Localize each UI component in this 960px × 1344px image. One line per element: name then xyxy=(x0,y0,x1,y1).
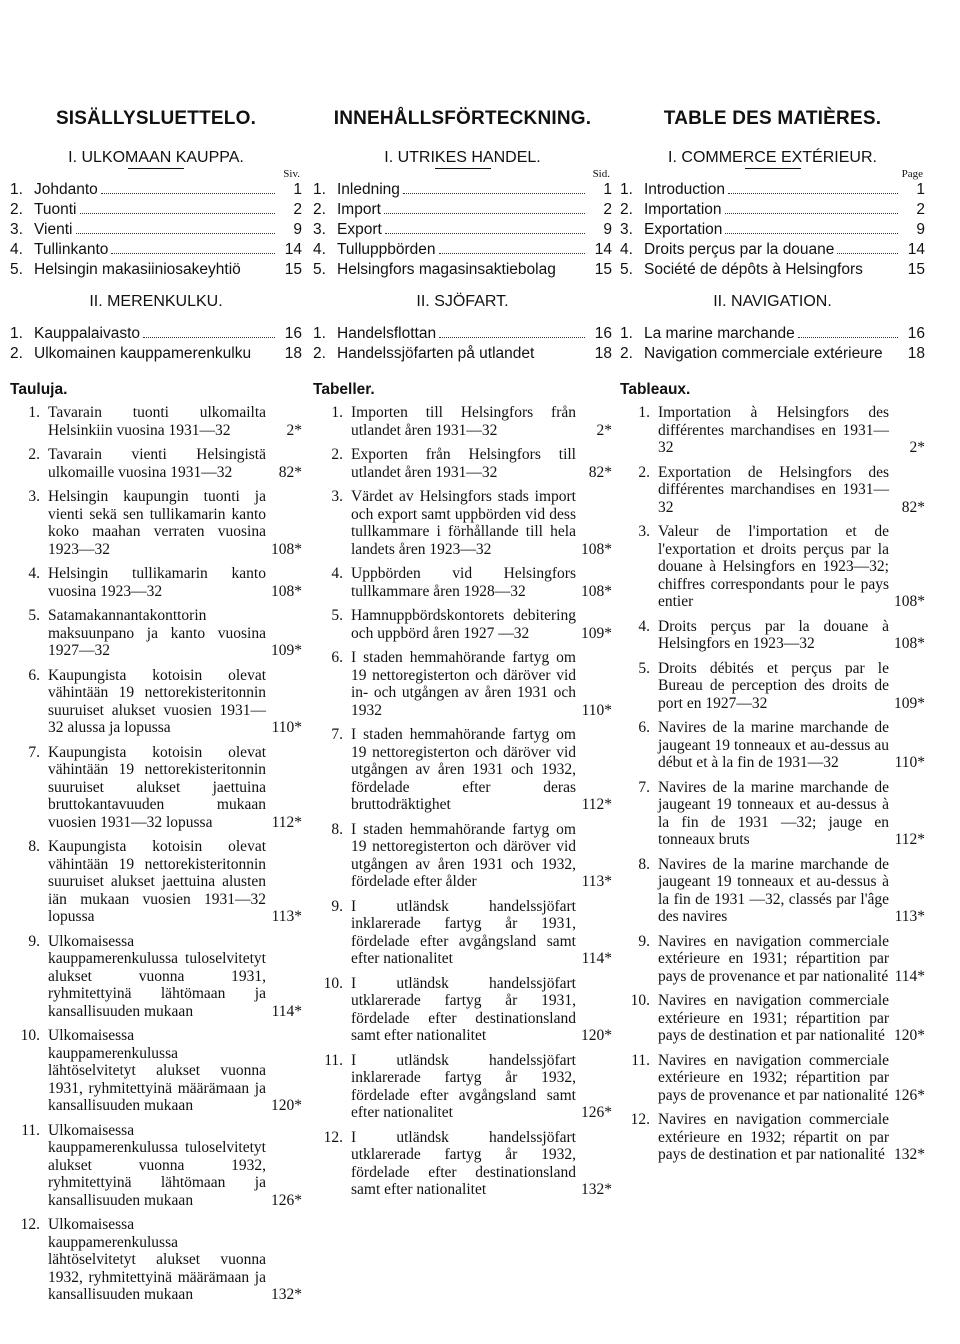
entry-page: 2 xyxy=(603,201,612,218)
entry-number: 1. xyxy=(620,181,633,198)
table-description: Ulkomaisessa kauppamerenkulussa tuloselvitetyt alukset vuonna 1931, ryhmitettyinä lähtömaan ja kansallisuuden mukaan xyxy=(48,932,266,1020)
dot-leader xyxy=(798,324,898,338)
table-description: Tavarain vienti Helsingistä ulkomaille vuosina 1931—32 xyxy=(48,446,266,481)
entry-page: 18 xyxy=(907,345,925,362)
entry-page: 15 xyxy=(907,261,925,278)
table-page: 126* xyxy=(271,1191,302,1209)
table-number: 1. xyxy=(331,404,343,421)
table-page: 108* xyxy=(581,582,612,600)
entry-text xyxy=(337,240,588,260)
entry-text xyxy=(644,260,901,280)
table-number: 4. xyxy=(28,565,40,582)
table-page: 110* xyxy=(581,701,612,719)
entry-label: Helsingin makasiiniosakeyhtiö xyxy=(34,261,241,278)
dot-leader xyxy=(143,324,275,338)
table-entry xyxy=(313,1052,612,1122)
entry-label: Droits perçus par la douane xyxy=(644,241,835,258)
table-entry xyxy=(313,975,612,1045)
table-entry xyxy=(313,565,612,600)
entry-number: 2. xyxy=(10,201,23,218)
entry-text xyxy=(644,220,901,240)
table-description: I staden hemmahörande fartyg om 19 nettoregisterton och däröver vid utgången av åren 1931 och 1932, fördelade efter ålder xyxy=(351,820,576,890)
entry-page: 9 xyxy=(293,221,302,238)
entry-text xyxy=(337,200,588,220)
table-page: 113* xyxy=(894,908,925,925)
table-page: 82* xyxy=(901,498,925,516)
table-description: Satamakannantakonttorin maksuunpano ja kanto vuosina 1927—32 xyxy=(48,607,266,659)
entry-label: Handelsflottan xyxy=(337,325,437,342)
table-number: 9. xyxy=(638,932,650,950)
table-page: 2* xyxy=(286,421,302,439)
entry-label: Handelssjöfarten på utlandet xyxy=(337,345,535,362)
dot-leader xyxy=(728,180,898,194)
table-description: Ulkomaisessa kauppamerenkulussa tuloselvitetyt alukset vuonna 1932, ryhmitettyinä lähtömaan ja kansallisuuden mukaan xyxy=(48,1121,266,1209)
table-page: 113* xyxy=(271,908,302,925)
entry-text xyxy=(644,344,901,364)
table-entry xyxy=(620,618,925,653)
table-page: 120* xyxy=(271,1097,302,1114)
dot-leader xyxy=(101,180,275,194)
entry-text xyxy=(337,344,588,364)
table-entry xyxy=(10,1216,302,1304)
entry-label: Kauppalaivasto xyxy=(34,325,140,342)
table-number: 8. xyxy=(638,855,650,873)
table-description: Navires en navigation commerciale extérieure en 1932; répartition par pays de provenance et par nationalité xyxy=(658,1051,889,1104)
entry-text xyxy=(337,220,588,240)
entry-number: 2. xyxy=(10,345,23,362)
table-page: 109* xyxy=(581,624,612,642)
table-number: 11. xyxy=(324,1051,343,1069)
table-description: Navires de la marine marchande de jaugeant 19 tonneaux et au-dessus au début et à la fin de 1931—32 xyxy=(658,719,889,771)
table-number: 1. xyxy=(638,404,650,421)
table-entry xyxy=(10,1027,302,1115)
table-page: 82* xyxy=(278,463,302,481)
table-description: Navires en navigation commerciale extérieure en 1931; répartition par pays de destination et par nationalité xyxy=(658,992,889,1044)
dot-leader xyxy=(837,240,898,254)
toc-entry xyxy=(313,324,612,344)
table-number: 2. xyxy=(331,446,343,463)
table-description: Exporten från Helsingfors till utlandet åren 1931—32 xyxy=(351,446,576,481)
table-number: 5. xyxy=(638,659,650,677)
heading-rule xyxy=(745,168,801,169)
table-page: 120* xyxy=(581,1027,612,1044)
entry-label: Société de dépôts à Helsingfors xyxy=(644,261,863,278)
table-number: 3. xyxy=(331,488,343,505)
section-heading-text: II. SJÖFART. xyxy=(416,293,509,310)
table-description: I utländsk handelssjöfart utklarerade fartyg år 1931, fördelade efter destinationsland samt efter nationalitet xyxy=(351,974,576,1044)
toc-entry xyxy=(313,260,612,280)
toc-entry xyxy=(10,240,302,260)
table-description: Navires en navigation commerciale extérieure en 1932; répartit on par pays de destination et par nationalité xyxy=(658,1111,889,1163)
entry-label: Vienti xyxy=(34,221,73,238)
entry-page: 14 xyxy=(284,241,302,258)
dot-leader xyxy=(725,200,898,214)
table-entry xyxy=(620,1111,925,1164)
table-number: 3. xyxy=(28,488,40,505)
table-entry xyxy=(620,933,925,986)
entry-text xyxy=(337,180,588,200)
toc-entry xyxy=(10,344,302,364)
table-description: I utländsk handelssjöfart utklarerade fartyg år 1932, fördelade efter destinationsland samt efter nationalitet xyxy=(351,1128,576,1198)
dot-leader xyxy=(439,240,585,254)
toc-entry xyxy=(10,200,302,220)
table-page: 108* xyxy=(581,540,612,558)
table-page: 82* xyxy=(588,463,612,481)
entry-text xyxy=(34,220,278,240)
entry-page: 16 xyxy=(594,325,612,342)
entry-page: 14 xyxy=(594,241,612,258)
entry-page: 1 xyxy=(603,181,612,198)
entry-page: 2 xyxy=(916,201,925,218)
entry-page: 14 xyxy=(907,241,925,258)
toc-entry xyxy=(313,344,612,364)
swedish-column xyxy=(313,108,612,1206)
table-number: 10. xyxy=(20,1027,40,1044)
table-number: 3. xyxy=(638,523,650,540)
dot-leader xyxy=(439,324,585,338)
entry-text xyxy=(34,200,278,220)
table-entry xyxy=(10,404,302,439)
entry-label: La marine marchande xyxy=(644,325,795,342)
entry-text xyxy=(34,344,278,364)
table-page: 120* xyxy=(894,1027,925,1044)
section-heading xyxy=(313,148,612,168)
table-description: I staden hemmahörande fartyg om 19 nettoregisterton och däröver vid in- och utgången av åren 1931 och 1932 xyxy=(351,649,576,719)
entry-text xyxy=(337,324,588,344)
toc-entry xyxy=(620,200,925,220)
heading-rule xyxy=(128,168,184,169)
page-column-label: Siv. xyxy=(283,168,300,180)
table-entry xyxy=(10,446,302,481)
table-entry xyxy=(10,607,302,660)
entry-page: 9 xyxy=(603,221,612,238)
table-entry xyxy=(10,838,302,926)
toc-entry xyxy=(313,180,612,200)
entry-text xyxy=(34,180,278,200)
table-entry xyxy=(620,779,925,849)
entry-label: Introduction xyxy=(644,181,725,198)
table-description: Uppbörden vid Helsingfors tullkammare åren 1928—32 xyxy=(351,565,576,600)
table-page: 132* xyxy=(581,1181,612,1198)
entry-text xyxy=(337,260,588,280)
dot-leader xyxy=(80,200,275,214)
table-page: 108* xyxy=(271,540,302,558)
table-number: 6. xyxy=(28,666,40,684)
table-entry xyxy=(620,1052,925,1105)
table-page: 109* xyxy=(271,642,302,659)
tables-title: Tauluja. xyxy=(10,381,68,398)
entry-label: Export xyxy=(337,221,382,238)
table-description: Droits débités et perçus par le Bureau de perception des droits de port en 1927—32 xyxy=(658,659,889,712)
dot-leader xyxy=(725,220,898,234)
table-description: Navires en navigation commerciale extérieure en 1931; répartition par pays de provenance et par nationalité xyxy=(658,932,889,985)
table-description: Tavarain tuonti ulkomailta Helsinkiin vuosina 1931—32 xyxy=(48,404,266,439)
toc-entry xyxy=(10,180,302,200)
column-title: TABLE DES MATIÈRES. xyxy=(663,108,882,129)
french-column xyxy=(620,108,925,1171)
table-entry xyxy=(10,1122,302,1210)
table-page: 108* xyxy=(894,593,925,610)
table-description: Navires de la marine marchande de jaugeant 19 tonneaux et au-dessus à la fin de 1931 —32; jauge en tonneaux bruts xyxy=(658,778,889,848)
table-entry xyxy=(313,488,612,558)
toc-entry xyxy=(620,324,925,344)
table-entry xyxy=(313,649,612,719)
table-page: 113* xyxy=(581,873,612,890)
section-heading xyxy=(313,292,612,312)
table-number: 6. xyxy=(331,649,343,666)
entry-label: Navigation commerciale extérieure xyxy=(644,345,883,362)
section-heading xyxy=(620,148,925,168)
entry-number: 1. xyxy=(313,325,326,342)
table-number: 12. xyxy=(630,1111,650,1128)
entry-text xyxy=(644,240,901,260)
table-page: 110* xyxy=(271,719,302,736)
table-number: 7. xyxy=(638,778,650,796)
table-number: 12. xyxy=(323,1128,343,1146)
table-number: 2. xyxy=(28,446,40,463)
table-entry xyxy=(313,404,612,439)
entry-label: Johdanto xyxy=(34,181,98,198)
table-number: 8. xyxy=(331,820,343,838)
entry-label: Tulluppbörden xyxy=(337,241,436,258)
entry-page: 16 xyxy=(907,325,925,342)
section-heading xyxy=(620,292,925,312)
table-description: Helsingin tullikamarin kanto vuosina 1923—32 xyxy=(48,565,266,600)
table-description: Valeur de l'importation et de l'exportation et droits perçus par la douane à Helsingfors en 1923—32; chiffres correspondants pour le pays entier xyxy=(658,523,889,610)
section-heading-text: I. COMMERCE EXTÉRIEUR. xyxy=(668,149,877,166)
entry-page: 18 xyxy=(284,345,302,362)
spacer xyxy=(10,312,302,324)
column-title: INNEHÅLLSFÖRTECKNING. xyxy=(333,108,592,129)
table-description: Navires de la marine marchande de jaugeant 19 tonneaux et au-dessus à la fin de 1931 —32, classés par l'âge des navires xyxy=(658,855,889,925)
table-description: Kaupungista kotoisin olevat vähintään 19 nettorekisteritonnin suuruiset alukset jaettuina bruttokantavuuden mukaan vuosien 1931—32 lopussa xyxy=(48,743,266,831)
entry-number: 1. xyxy=(313,181,326,198)
entry-number: 2. xyxy=(313,345,326,362)
section-heading-text: II. MERENKULKU. xyxy=(89,293,223,310)
dot-leader xyxy=(385,220,585,234)
section-heading-text: II. NAVIGATION. xyxy=(713,293,832,310)
table-page: 126* xyxy=(894,1086,925,1104)
table-entry xyxy=(313,821,612,891)
entry-text xyxy=(34,260,278,280)
toc-entry xyxy=(10,220,302,240)
spacer xyxy=(620,312,925,324)
table-number: 2. xyxy=(638,463,650,481)
entry-text xyxy=(644,180,901,200)
table-page: 114* xyxy=(271,1002,302,1020)
table-number: 10. xyxy=(630,992,650,1009)
table-description: I staden hemmahörande fartyg om 19 nettoregisterton och däröver vid utgången av åren 1931 och 1932, fördelade efter deras bruttodräktighet xyxy=(351,726,576,813)
column-title: SISÄLLYSLUETTELO. xyxy=(55,108,257,129)
table-page: 114* xyxy=(894,967,925,985)
table-description: Helsingin kaupungin tuonti ja vienti sekä sen tullikamarin kanto koko maahan verraten vuosina 1923—32 xyxy=(48,488,266,558)
entry-label: Import xyxy=(337,201,381,218)
table-description: Värdet av Helsingfors stads import och export samt uppbörden vid dess tullkammare i förhållande till hela landets åren 1923—32 xyxy=(351,488,576,558)
table-entry xyxy=(313,607,612,642)
entry-number: 2. xyxy=(313,201,326,218)
entry-page: 9 xyxy=(916,221,925,238)
table-page: 2* xyxy=(596,421,612,439)
entry-number: 3. xyxy=(10,221,23,238)
table-entry xyxy=(620,719,925,772)
table-entry xyxy=(620,523,925,611)
entry-number: 1. xyxy=(10,181,23,198)
table-page: 112* xyxy=(271,813,302,831)
table-entry xyxy=(620,660,925,713)
entry-label: Ulkomainen kauppamerenkulku xyxy=(34,345,252,362)
table-entry xyxy=(313,898,612,968)
table-entry xyxy=(10,744,302,832)
table-entry xyxy=(10,933,302,1021)
dot-leader xyxy=(111,240,275,254)
table-entry xyxy=(620,464,925,517)
entry-number: 5. xyxy=(10,261,23,278)
table-number: 11. xyxy=(631,1051,650,1069)
entry-text xyxy=(644,200,901,220)
entry-page: 16 xyxy=(284,325,302,342)
entry-number: 2. xyxy=(620,345,633,362)
spacer xyxy=(313,312,612,324)
table-number: 9. xyxy=(28,932,40,950)
toc-entry xyxy=(313,240,612,260)
table-page: 2* xyxy=(909,439,925,456)
table-description: Importation à Helsingfors des différentes marchandises en 1931—32 xyxy=(658,404,889,456)
entry-number: 1. xyxy=(620,325,633,342)
table-description: Kaupungista kotoisin olevat vähintään 19 nettorekisteritonnin suuruiset alukset jaettuina alusten iän mukaan vuosien 1931—32 lopussa xyxy=(48,838,266,925)
tables-title: Tableaux. xyxy=(620,381,691,398)
finnish-column xyxy=(10,108,302,1311)
table-entry xyxy=(620,856,925,926)
table-entry xyxy=(620,992,925,1045)
heading-rule xyxy=(435,168,491,169)
table-page: 132* xyxy=(894,1146,925,1163)
entry-text xyxy=(34,324,278,344)
table-number: 10. xyxy=(323,974,343,992)
section-heading-text: I. UTRIKES HANDEL. xyxy=(384,149,541,166)
table-number: 12. xyxy=(20,1216,40,1233)
entry-page: 2 xyxy=(293,201,302,218)
section-heading xyxy=(10,292,302,312)
table-number: 5. xyxy=(331,607,343,624)
entry-number: 5. xyxy=(313,261,326,278)
table-page: 109* xyxy=(894,694,925,712)
toc-entry xyxy=(313,220,612,240)
table-page: 108* xyxy=(271,582,302,600)
entry-page: 15 xyxy=(284,261,302,278)
table-number: 11. xyxy=(21,1121,40,1139)
page-column-label: Sid. xyxy=(592,168,610,180)
table-description: Ulkomaisessa kauppamerenkulussa lähtöselvitetyt alukset vuonna 1931, ryhmitettyinä määrämaan ja kansallisuuden mukaan xyxy=(48,1027,266,1114)
table-number: 8. xyxy=(28,838,40,855)
table-page: 132* xyxy=(271,1286,302,1303)
entry-label: Tullinkanto xyxy=(34,241,109,258)
table-description: Droits perçus par la douane à Helsingfors en 1923—32 xyxy=(658,617,889,652)
table-number: 6. xyxy=(638,719,650,736)
entry-number: 4. xyxy=(313,241,326,258)
dot-leader xyxy=(76,220,276,234)
table-number: 7. xyxy=(28,743,40,761)
table-description: Ulkomaisessa kauppamerenkulussa lähtöselvitetyt alukset vuonna 1932, ryhmitettyinä määrämaan ja kansallisuuden mukaan xyxy=(48,1216,266,1303)
section-heading xyxy=(10,148,302,168)
entry-label: Importation xyxy=(644,201,722,218)
toc-entry xyxy=(313,200,612,220)
table-entry xyxy=(10,565,302,600)
table-description: Hamnuppbördskontorets debitering och uppbörd åren 1927 —32 xyxy=(351,607,576,642)
entry-page: 1 xyxy=(916,181,925,198)
entry-page: 1 xyxy=(293,181,302,198)
entry-number: 2. xyxy=(620,201,633,218)
table-entry xyxy=(313,1129,612,1199)
entry-label: Inledning xyxy=(337,181,400,198)
spacer xyxy=(620,280,925,292)
entry-number: 4. xyxy=(620,241,633,258)
table-page: 112* xyxy=(581,796,612,813)
entry-number: 5. xyxy=(620,261,633,278)
toc-entry xyxy=(620,344,925,364)
table-page: 114* xyxy=(581,950,612,967)
table-description: Exportation de Helsingfors des différentes marchandises en 1931—32 xyxy=(658,463,889,516)
table-description: Importen till Helsingfors från utlandet åren 1931—32 xyxy=(351,404,576,439)
toc-entry xyxy=(620,240,925,260)
table-number: 9. xyxy=(331,897,343,915)
table-number: 1. xyxy=(28,404,40,421)
table-page: 108* xyxy=(894,635,925,652)
entry-page: 15 xyxy=(594,261,612,278)
entry-label: Helsingfors magasinsaktiebolag xyxy=(337,261,556,278)
entry-page: 18 xyxy=(594,345,612,362)
table-entry xyxy=(313,446,612,481)
page-column-label: Page xyxy=(901,168,923,180)
entry-number: 4. xyxy=(10,241,23,258)
toc-entry xyxy=(620,220,925,240)
entry-text xyxy=(644,324,901,344)
entry-number: 3. xyxy=(313,221,326,238)
table-entry xyxy=(313,726,612,814)
table-entry xyxy=(620,404,925,457)
table-number: 7. xyxy=(331,726,343,743)
table-description: Kaupungista kotoisin olevat vähintään 19 nettorekisteritonnin suuruiset alukset vuosien 1931—32 alussa ja lopussa xyxy=(48,666,266,736)
entry-number: 1. xyxy=(10,325,23,342)
table-entry xyxy=(10,667,302,737)
table-page: 126* xyxy=(581,1104,612,1121)
entry-label: Tuonti xyxy=(34,201,77,218)
tables-title: Tabeller. xyxy=(313,381,375,398)
entry-number: 3. xyxy=(620,221,633,238)
table-page: 112* xyxy=(894,831,925,848)
dot-leader xyxy=(403,180,585,194)
entry-text xyxy=(34,240,278,260)
entry-label: Exportation xyxy=(644,221,723,238)
table-number: 4. xyxy=(638,617,650,635)
table-description: I utländsk handelssjöfart inklarerade fartyg år 1932, fördelade efter avgångsland samt efter nationalitet xyxy=(351,1051,576,1121)
toc-entry xyxy=(10,260,302,280)
spacer xyxy=(313,280,612,292)
section-heading-text: I. ULKOMAAN KAUPPA. xyxy=(68,149,244,166)
spacer xyxy=(10,280,302,292)
toc-entry xyxy=(620,180,925,200)
table-entry xyxy=(10,488,302,558)
toc-entry xyxy=(620,260,925,280)
table-number: 4. xyxy=(331,565,343,582)
table-description: I utländsk handelssjöfart inklarerade fartyg år 1931, fördelade efter avgångsland samt efter nationalitet xyxy=(351,897,576,967)
table-page: 110* xyxy=(894,754,925,771)
toc-entry xyxy=(10,324,302,344)
table-number: 5. xyxy=(28,607,40,624)
dot-leader xyxy=(384,200,585,214)
